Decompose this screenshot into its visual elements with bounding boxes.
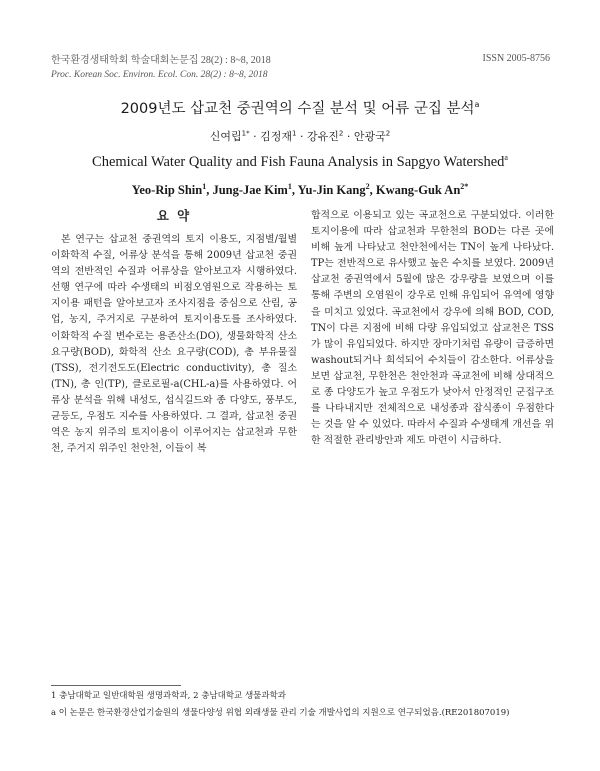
title-korean-text: 2009년도 삽교천 중권역의 수질 분석 및 어류 군집 분석: [120, 101, 475, 117]
abstract-paragraph-left: 본 연구는 삽교천 중권역의 토지 이용도, 지점별/월별 이화학적 수질, 어류상 분석을 통해 2009년 삽교천 중권역의 전반적인 수질과 어류상을 알아보고자 시행하였다. 선행 연구에 따라 수생태의 비점오염원으로 작용하는 토지이용 패턴을 알아보고자 조사지점을 중심으로 산림, 공업, 농지, 주거지로 구분하여 토지이용도를 조사하였다. 이화학적 수질 변수로는 용존산소(DO), 생물화학적 산소 요구량(BOD), 화학적 산소 요구량(COD), 총 부유물질(TSS), 전기전도도(Electric conductivity), 총 질소(TN), 총 인(TP), 클로로필-a(CHL-a)를 사용하였다. 어류상 분석을 위해 내성도, 섭식길드와 종 다양도, 풍부도, 균등도, 우점도 지수를 사용하였다. 그 결과, 삽교천 중권역은 농지 위주의 토지이용이 이루어지는 삽교천과 무한천, 주거지 위주인 천안천, 이들이 복: [51, 234, 297, 455]
abstract-heading: 요 약: [156, 208, 192, 223]
abstract-column-left: [51, 232, 297, 457]
author-ko: 신여립: [209, 130, 242, 143]
title-english-mark: a: [504, 153, 508, 162]
author-en-mark: 1: [202, 182, 207, 191]
author-en-mark: 2*: [460, 182, 469, 191]
abstract-column-right: [311, 208, 554, 449]
author-ko-mark: 2: [338, 129, 344, 138]
author-en: Yeo-Rip Shin: [131, 183, 203, 198]
author-en-mark: 2: [365, 182, 370, 191]
author-ko: 안광국: [353, 130, 386, 143]
author-ko: 강유진: [307, 130, 339, 143]
journal-header: [51, 53, 271, 83]
issn: ISSN 2005-8756: [482, 53, 550, 64]
authors-english: Yeo-Rip Shin$^1$, Jung-Jae Kim$^1$, Yu-Jin Kang$^2$, Kwang-Guk $An^{2*}$: [131, 182, 469, 198]
journal-name-en: Proc. Korean Soc. Environ. Ecol. Con. 28(2) : 8~8, 2018: [51, 70, 268, 80]
abstract-paragraph-right: 합적으로 이용되고 있는 곡교천으로 구분되었다. 이러한 토지이용에 따라 삽교천과 무한천의 BOD는 다른 곳에 비해 높게 나타났고 천안천에서는 TN이 높게 나타났다. TP는 전반적으로 유사했고 높은 수치를 보였다. 2009년 삽교천 중권역에서 5월에 많은 강우량을 보였으며 이를 통해 주변의 오염원이 강우로 인해 유입되어 유역에 영향을 미치고 있었다. 곡교천에서 강우에 의해 BOD, COD, TN이 다른 지점에 비해 다량 유입되었고 삽교천은 TSS가 많이 유입되었다. 하지만 장마기처럼 유량이 급증하면 washout되거나 희석되어 수치들이 감소한다. 어류상을 보면 삽교천, 무한천은 천안천과 곡교천에 비해 상대적으로 종 다양도가 높고 우점도가 낮아서 안정적인 군집구조를 나타내지만 전체적으로 내성종과 잡식종이 우점한다는 것을 알 수 있었다. 따라서 수질과 수생태계 개선을 위한 적절한 관리방안과 제도 마련이 시급하다.: [311, 210, 554, 447]
title-korean-mark: a: [474, 100, 480, 110]
title-korean: [0, 97, 600, 118]
footnote-affiliations: 1 충남대학교 일반대학원 생명과학과, 2 충남대학교 생물과학과: [51, 691, 287, 701]
author-ko-mark: 1*: [241, 129, 250, 138]
footnote-divider: [51, 685, 181, 686]
title-english: [0, 153, 600, 171]
journal-name-ko: 한국환경생태학회 학술대회논문집 28(2) : 8~8, 2018: [51, 55, 271, 66]
author-en: Jung-Jae Kim: [212, 183, 288, 198]
title-english-text: Chemical Water Quality and Fish Fauna Analysis in Sapgyo Watershed: [92, 153, 505, 170]
author-en: Kwang-Guk An: [375, 183, 461, 198]
author-en-mark: 1: [287, 182, 292, 191]
author-ko: 김정재: [260, 130, 293, 143]
author-ko-mark: 1: [292, 129, 297, 138]
authors-korean: 신여립$^{1*}$ · 김정재$^1$ · 강유진$^2$ · 안광국$^2$: [209, 129, 391, 143]
author-en: Yu-Jin Kang: [297, 183, 366, 198]
footnote-funding: a 이 논문은 한국환경산업기술원의 생물다양성 위협 외래생물 관리 기술 개발사업의 지원으로 연구되었음.(RE201807019): [51, 708, 510, 718]
author-ko-mark: 2: [385, 129, 391, 138]
